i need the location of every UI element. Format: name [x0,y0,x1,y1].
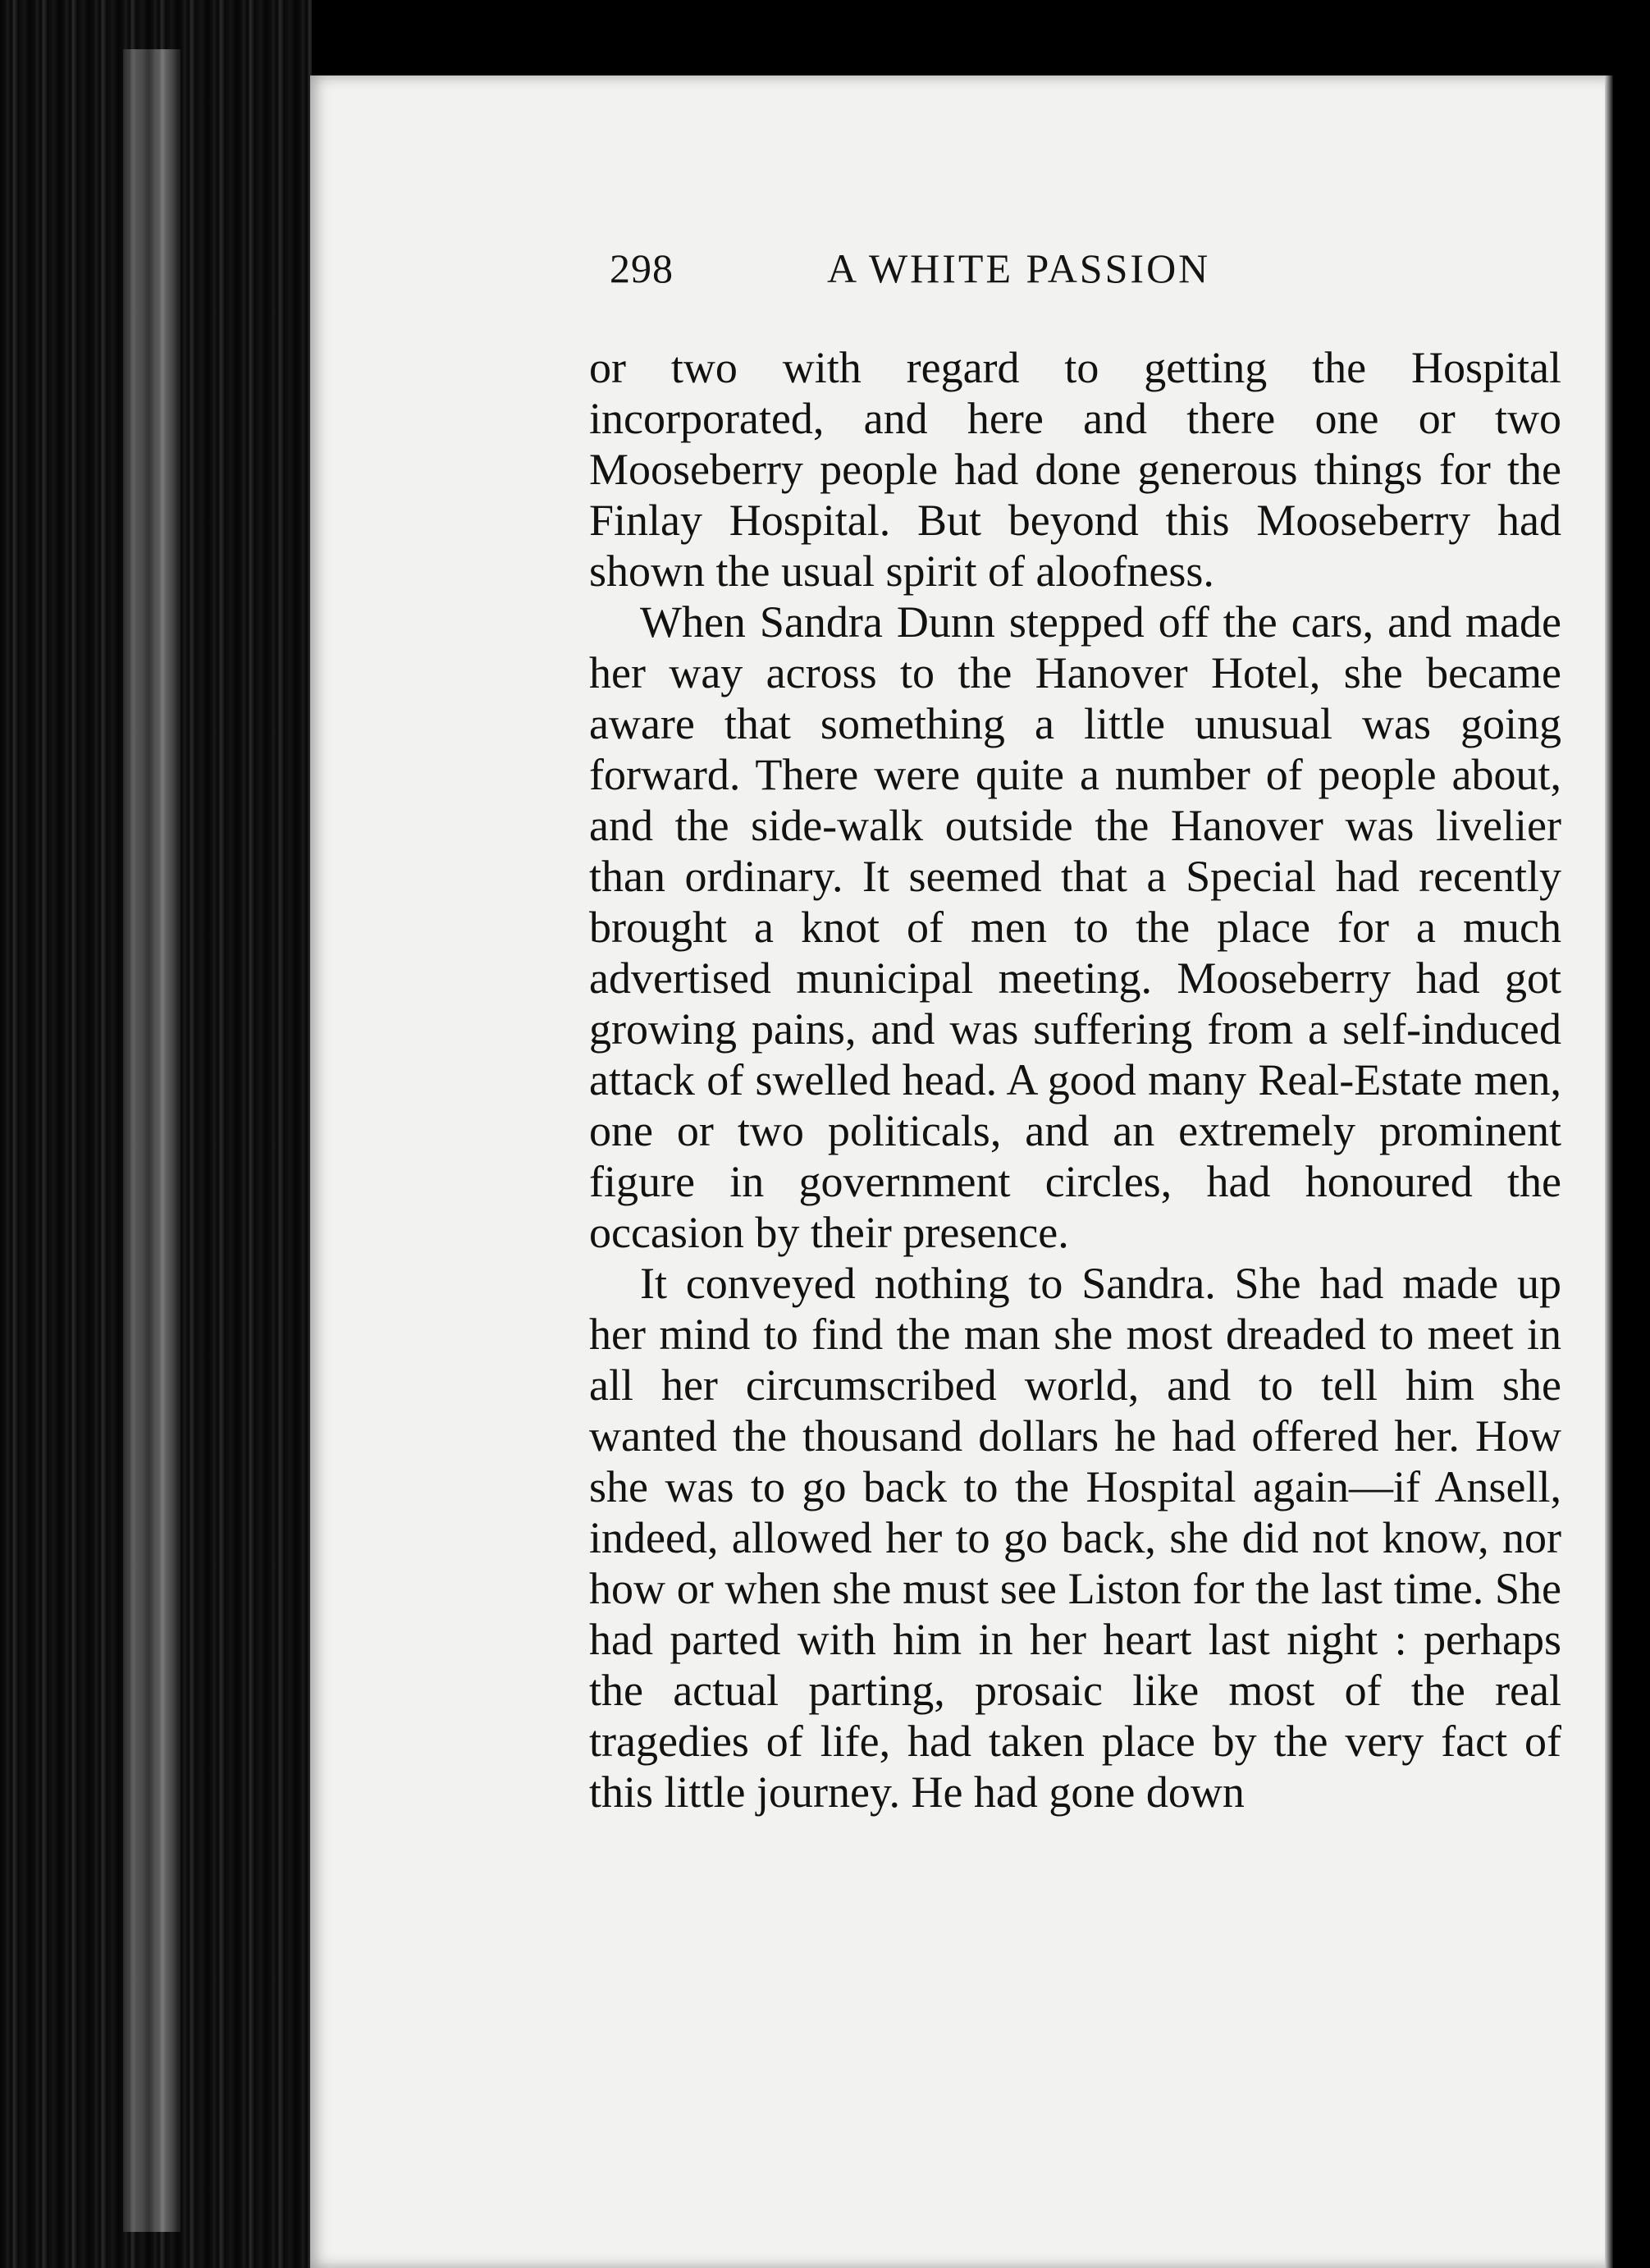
page-shadow-edge [1605,75,1613,2268]
page-number: 298 [610,245,674,291]
running-head [610,245,1578,318]
paragraph-2: When Sandra Dunn stepped off the cars, and made her way across to the Hanover Hotel, she became aware that something a little unusual was going forward. There were quite a number of people about, and the side-walk outside the Hanover was livelier than ordinary. It seemed that a Special had recently brought a knot of men to the place for a much advertised municipal meeting. Mooseberry had got growing pains, and was suffering from a self-induced attack of swelled head. A good many Real-Estate men, one or two politicals, and an extremely prominent figure in government circles, had honoured the occasion by their presence. [589,597,1561,1257]
body-text [589,342,1561,1818]
paragraph-1: or two with regard to getting the Hospital incorporated, and here and there one or two Mooseberry people had done generous things for the Finlay Hospital. But beyond this Mooseberry had shown the usual spirit of aloofness. [589,343,1561,596]
paragraph-3: It conveyed nothing to Sandra. She had made up her mind to find the man she most dreaded to meet in all her circumscribed world, and to tell him she wanted the thousand dollars he had offered her. How she was to go back to the Hospital again—if Ansell, indeed, allowed her to go back, she did not know, nor how or when she must see Liston for the last time. She had parted with him in her heart last night : perhaps the actual parting, prosaic like most of the real tragedies of life, had taken place by the very fact of this little journey. He had gone down [589,1259,1561,1817]
page-edges [123,49,181,2232]
running-title: A WHITE PASSION [827,245,1211,291]
book-page [310,75,1613,2268]
